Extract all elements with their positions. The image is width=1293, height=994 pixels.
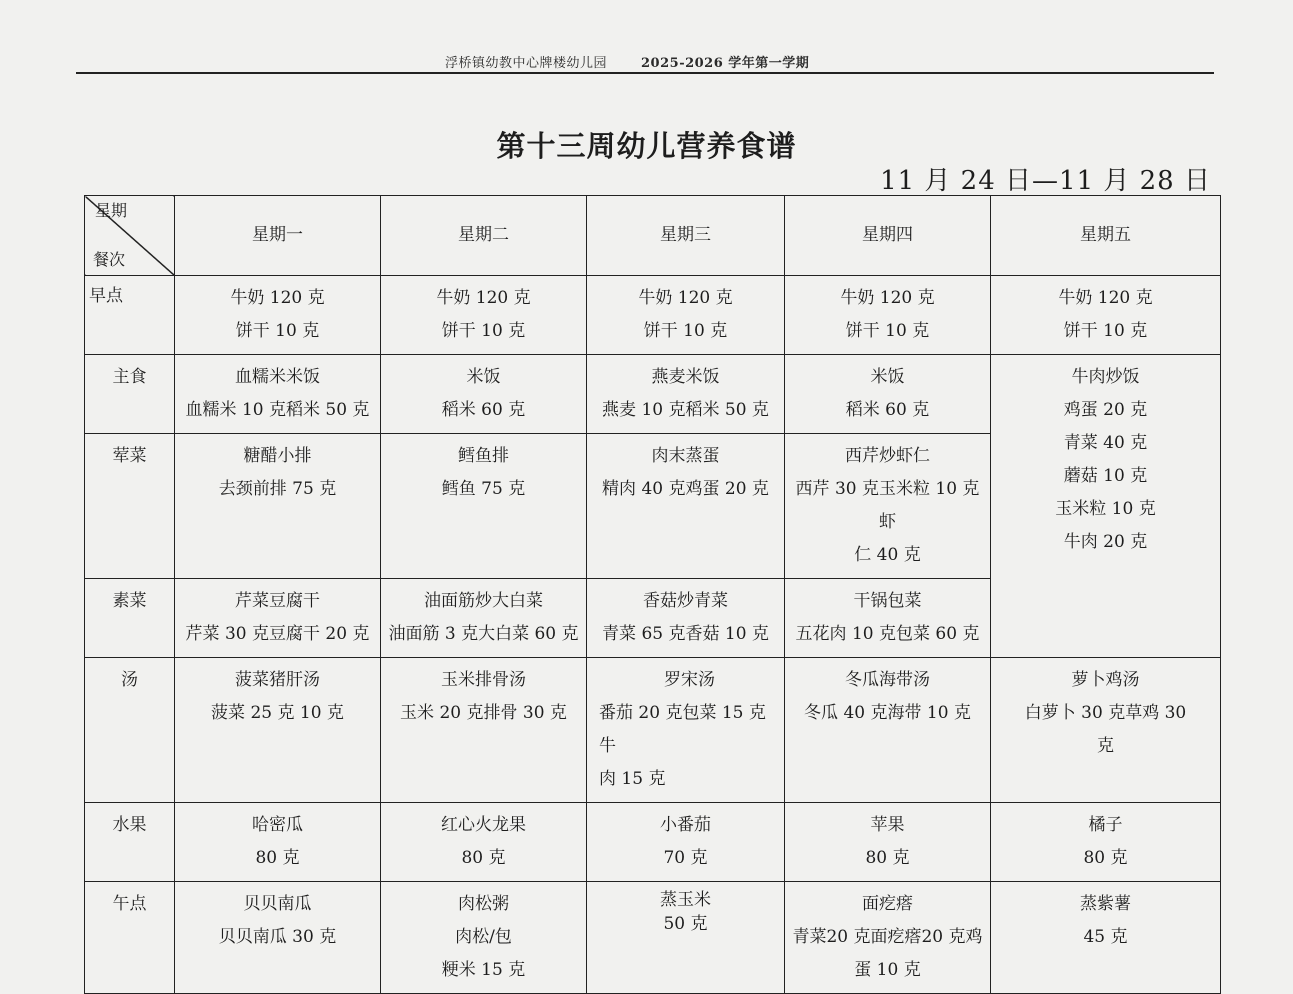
day-header-fri: 星期五: [991, 196, 1221, 276]
menu-cell: 苹果 80 克: [785, 803, 991, 882]
menu-cell: 橘子 80 克: [991, 803, 1221, 882]
row-label: 午点: [85, 882, 175, 994]
corner-meal-label: 餐次: [93, 250, 126, 269]
menu-cell: 西芹炒虾仁 西芹 30 克玉米粒 10 克虾 仁 40 克: [785, 434, 991, 579]
menu-cell: 血糯米米饭 血糯米 10 克稻米 50 克: [175, 355, 381, 434]
table-row-fruit: [85, 803, 1221, 882]
menu-cell: 米饭 稻米 60 克: [381, 355, 587, 434]
menu-table: [84, 195, 1221, 994]
school-name: 浮桥镇幼教中心牌楼幼儿园: [445, 56, 608, 71]
menu-cell: 牛奶 120 克 饼干 10 克: [991, 276, 1221, 355]
day-header-thu: 星期四: [785, 196, 991, 276]
menu-cell: 小番茄 70 克: [587, 803, 785, 882]
term-label: 2025-2026 学年第一学期: [641, 56, 810, 71]
corner-day-label: 星期: [95, 201, 128, 220]
page-title: 第十三周幼儿营养食谱: [496, 129, 797, 163]
date-range: 11 月 24 日—11 月 28 日: [880, 166, 1211, 196]
row-label: 水果: [85, 803, 175, 882]
row-label: 汤: [85, 658, 175, 803]
menu-cell: 菠菜猪肝汤 菠菜 25 克 10 克: [175, 658, 381, 803]
table-row-staple: [85, 355, 1221, 434]
menu-cell: 牛奶 120 克 饼干 10 克: [785, 276, 991, 355]
friday-combo-cell: 牛肉炒饭 鸡蛋 20 克 青菜 40 克 蘑菇 10 克 玉米粒 10 克 牛肉 20 克: [991, 355, 1221, 658]
menu-cell: 肉松粥 肉松/包 粳米 15 克: [381, 882, 587, 994]
row-label: 主食: [85, 355, 175, 434]
header-rule: [76, 72, 1214, 74]
menu-cell: 干锅包菜 五花肉 10 克包菜 60 克: [785, 579, 991, 658]
corner-cell: [85, 196, 175, 276]
menu-cell: 牛奶 120 克 饼干 10 克: [587, 276, 785, 355]
menu-cell: 萝卜鸡汤 白萝卜 30 克草鸡 30 克: [991, 658, 1221, 803]
menu-cell: 贝贝南瓜 贝贝南瓜 30 克: [175, 882, 381, 994]
menu-cell: 蒸紫薯 45 克: [991, 882, 1221, 994]
page-header: [445, 52, 809, 71]
menu-cell: 鳕鱼排 鳕鱼 75 克: [381, 434, 587, 579]
day-header-wed: 星期三: [587, 196, 785, 276]
menu-cell: 红心火龙果 80 克: [381, 803, 587, 882]
menu-cell: 芹菜豆腐干 芹菜 30 克豆腐干 20 克: [175, 579, 381, 658]
menu-cell: 冬瓜海带汤 冬瓜 40 克海带 10 克: [785, 658, 991, 803]
table-row-soup: [85, 658, 1221, 803]
day-header-mon: 星期一: [175, 196, 381, 276]
menu-cell: 哈密瓜 80 克: [175, 803, 381, 882]
row-label: 早点: [85, 276, 175, 355]
table-header-row: [85, 196, 1221, 276]
menu-cell: 罗宋汤 番茄 20 克包菜 15 克牛 肉 15 克: [587, 658, 785, 803]
menu-cell: 面疙瘩 青菜20 克面疙瘩20 克鸡 蛋 10 克: [785, 882, 991, 994]
day-header-tue: 星期二: [381, 196, 587, 276]
menu-cell: 玉米排骨汤 玉米 20 克排骨 30 克: [381, 658, 587, 803]
menu-cell: 牛奶 120 克 饼干 10 克: [381, 276, 587, 355]
menu-cell: 肉末蒸蛋 精肉 40 克鸡蛋 20 克: [587, 434, 785, 579]
row-label: 素菜: [85, 579, 175, 658]
menu-cell: 牛奶 120 克 饼干 10 克: [175, 276, 381, 355]
table-row-breakfast: [85, 276, 1221, 355]
menu-cell: 油面筋炒大白菜 油面筋 3 克大白菜 60 克: [381, 579, 587, 658]
menu-cell: 米饭 稻米 60 克: [785, 355, 991, 434]
menu-cell: 燕麦米饭 燕麦 10 克稻米 50 克: [587, 355, 785, 434]
table-row-snack: [85, 882, 1221, 994]
menu-cell: 糖醋小排 去颈前排 75 克: [175, 434, 381, 579]
row-label: 荤菜: [85, 434, 175, 579]
menu-cell: 香菇炒青菜 青菜 65 克香菇 10 克: [587, 579, 785, 658]
menu-cell: 蒸玉米 50 克: [587, 882, 785, 994]
